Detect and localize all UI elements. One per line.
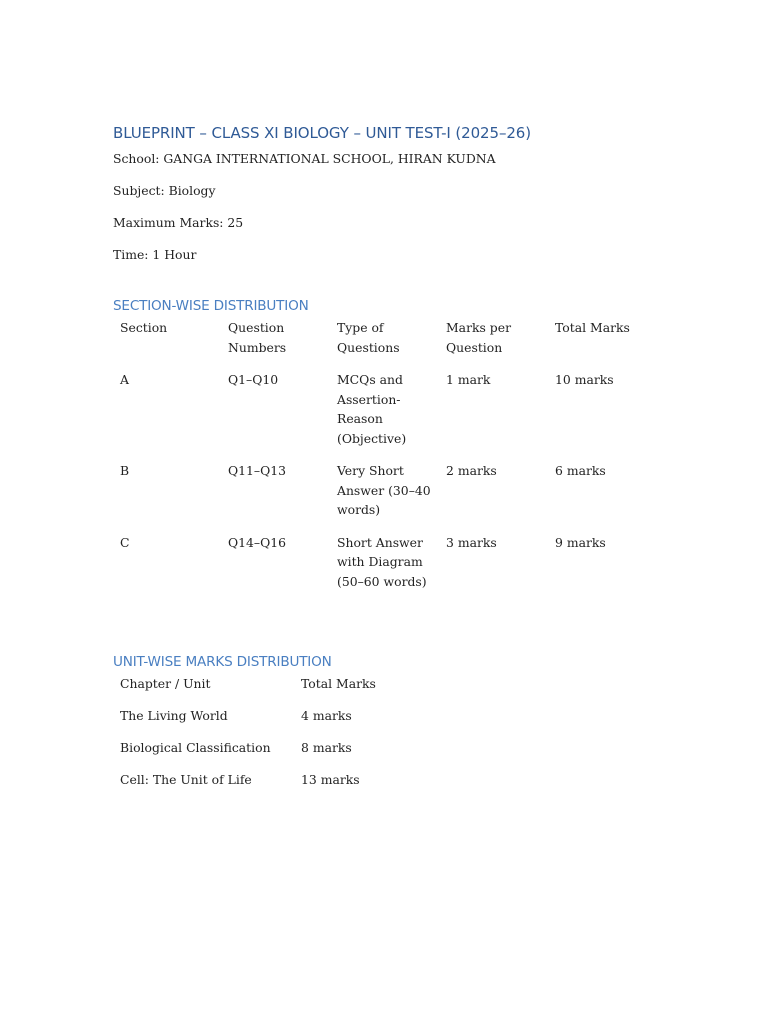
table-header-row <box>120 318 675 370</box>
table-header-row <box>120 674 451 706</box>
table-cell: The Living World <box>120 708 228 723</box>
table-cell: Very Short Answer (30–40 words) <box>337 463 431 517</box>
header-cell: Section <box>120 320 168 335</box>
table-cell: 13 marks <box>301 772 360 787</box>
table-cell: 4 marks <box>301 708 352 723</box>
table-cell: Q14–Q16 <box>228 534 287 550</box>
table-cell: 3 marks <box>446 534 497 550</box>
table-cell: 9 marks <box>555 534 606 550</box>
time-line: Time: 1 Hour <box>113 247 197 262</box>
max-marks-line: Maximum Marks: 25 <box>113 215 244 230</box>
table-cell: Q11–Q13 <box>228 463 287 478</box>
section-distribution-heading: SECTION-WISE DISTRIBUTION <box>113 298 309 314</box>
unit-distribution-table <box>120 674 451 802</box>
document-title: BLUEPRINT – CLASS XI BIOLOGY – UNIT TEST-I (2025–26) <box>113 124 531 142</box>
table-cell: C <box>120 534 130 550</box>
table-cell: MCQs and Assertion-Reason (Objective) <box>337 372 407 446</box>
table-cell: 8 marks <box>301 740 352 755</box>
table-cell: 6 marks <box>555 463 606 478</box>
table-row <box>120 533 675 605</box>
subject-line: Subject: Biology <box>113 183 216 198</box>
table-cell: A <box>120 372 129 387</box>
section-distribution-table <box>120 318 675 604</box>
school-line: School: GANGA INTERNATIONAL SCHOOL, HIRAN KUDNA <box>113 151 496 166</box>
table-row <box>120 738 451 770</box>
table-cell: Biological Classification <box>120 740 271 755</box>
table-cell: Short Answer with Diagram (50–60 words) <box>337 534 427 589</box>
table-cell: Cell: The Unit of Life <box>120 772 252 787</box>
table-cell: 10 marks <box>555 372 614 387</box>
table-cell: Q1–Q10 <box>228 372 279 387</box>
header-cell: Total Marks <box>555 320 630 335</box>
header-cell: Total Marks <box>301 676 376 691</box>
table-cell: 1 mark <box>446 372 491 387</box>
header-cell: Question Numbers <box>228 320 287 355</box>
unit-distribution-heading: UNIT-WISE MARKS DISTRIBUTION <box>113 654 332 670</box>
table-row <box>120 370 675 461</box>
table-row <box>120 706 451 738</box>
table-cell: B <box>120 463 130 478</box>
header-cell: Chapter / Unit <box>120 676 211 691</box>
table-row <box>120 770 451 802</box>
table-row <box>120 461 675 533</box>
table-cell: 2 marks <box>446 463 497 478</box>
header-cell: Marks per Question <box>446 320 511 355</box>
header-cell: Type of Questions <box>337 320 400 355</box>
